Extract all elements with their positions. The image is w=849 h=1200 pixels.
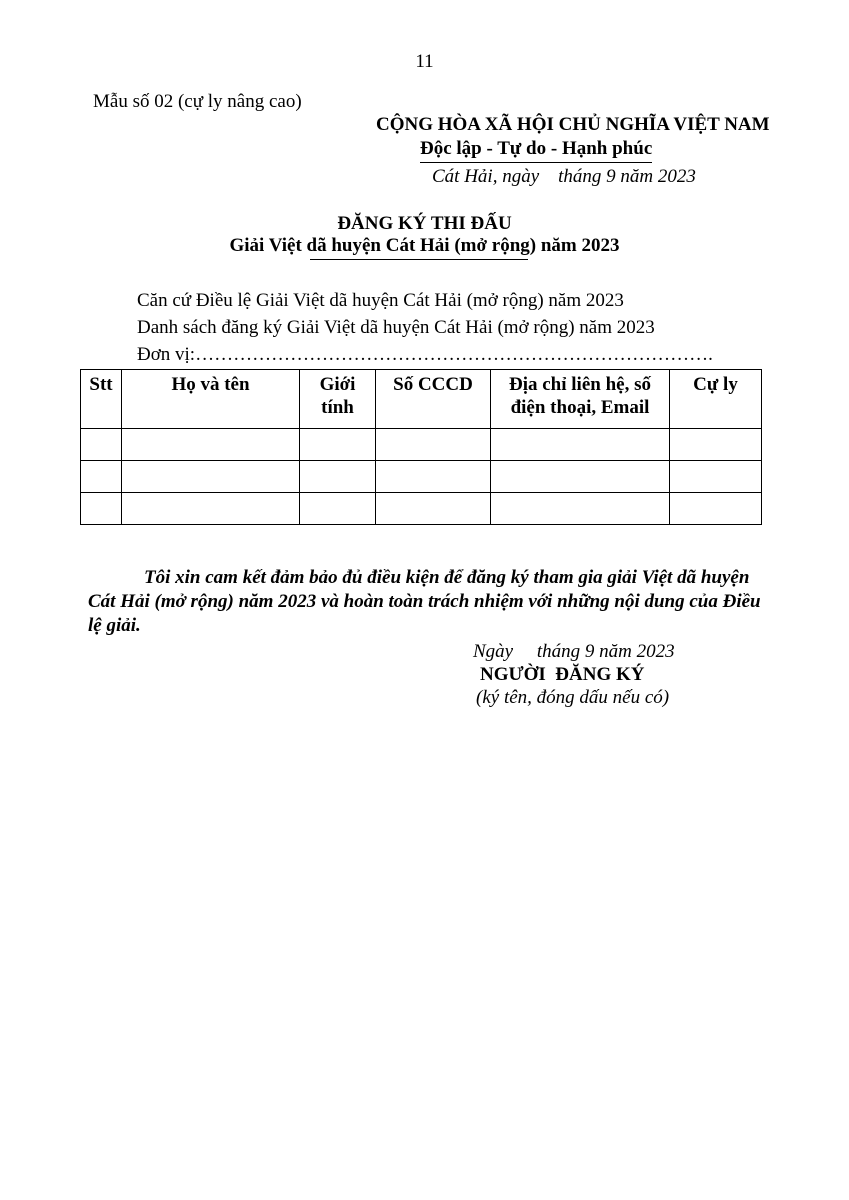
column-header-contact: Địa chỉ liên hệ, số điện thoại, Email bbox=[491, 370, 670, 429]
column-header-stt: Stt bbox=[81, 370, 122, 429]
column-header-name: Họ và tên bbox=[122, 370, 300, 429]
table-cell bbox=[376, 493, 491, 525]
table-cell bbox=[81, 429, 122, 461]
table-cell bbox=[122, 493, 300, 525]
table-cell bbox=[122, 429, 300, 461]
subtitle-underline bbox=[310, 259, 528, 260]
table-cell bbox=[491, 493, 670, 525]
column-header-gender: Giới tính bbox=[300, 370, 376, 429]
table-row bbox=[81, 429, 762, 461]
table-cell bbox=[81, 461, 122, 493]
place-date: Cát Hải, ngày tháng 9 năm 2023 bbox=[432, 166, 696, 187]
basis-line-2: Danh sách đăng ký Giải Việt dã huyện Cát Hải (mở rộng) năm 2023 bbox=[137, 317, 655, 338]
table-cell bbox=[376, 461, 491, 493]
republic-heading: CỘNG HÒA XÃ HỘI CHỦ NGHĨA VIỆT NAM bbox=[376, 114, 770, 135]
signer-title: NGƯỜI ĐĂNG KÝ bbox=[480, 664, 645, 685]
national-motto: Độc lập - Tự do - Hạnh phúc bbox=[420, 138, 652, 163]
signature-date: Ngày tháng 9 năm 2023 bbox=[473, 641, 675, 662]
table-cell bbox=[670, 493, 762, 525]
table-cell bbox=[300, 429, 376, 461]
table-row bbox=[81, 461, 762, 493]
unit-field: Đơn vị:………………………………………………………………………. bbox=[137, 344, 713, 365]
table-cell bbox=[122, 461, 300, 493]
table-cell bbox=[300, 493, 376, 525]
table-cell bbox=[491, 429, 670, 461]
table-cell bbox=[491, 461, 670, 493]
table-cell bbox=[81, 493, 122, 525]
table-header-row bbox=[81, 370, 762, 429]
table-cell bbox=[670, 461, 762, 493]
table-cell bbox=[670, 429, 762, 461]
signer-note: (ký tên, đóng dấu nếu có) bbox=[476, 687, 670, 708]
document-title: ĐĂNG KÝ THI ĐẤU bbox=[337, 213, 512, 234]
table-row bbox=[81, 493, 762, 525]
commitment-statement: Tôi xin cam kết đảm bảo đủ điều kiện để đăng ký tham gia giải Việt dã huyện Cát Hải (mở rộng) năm 2023 và hoàn toàn trách nhiệm với những nội dung của Điều lệ giải. bbox=[88, 567, 761, 636]
table-cell bbox=[376, 429, 491, 461]
form-number: Mẫu số 02 (cự ly nâng cao) bbox=[93, 91, 302, 112]
column-header-id: Số CCCD bbox=[376, 370, 491, 429]
page-number: 11 bbox=[415, 51, 434, 72]
document-subtitle: Giải Việt dã huyện Cát Hải (mở rộng) năm 2023 bbox=[229, 235, 620, 256]
basis-line-1: Căn cứ Điều lệ Giải Việt dã huyện Cát Hải (mở rộng) năm 2023 bbox=[137, 290, 624, 311]
table-cell bbox=[300, 461, 376, 493]
registration-table bbox=[80, 369, 762, 525]
column-header-distance: Cự ly bbox=[670, 370, 762, 429]
